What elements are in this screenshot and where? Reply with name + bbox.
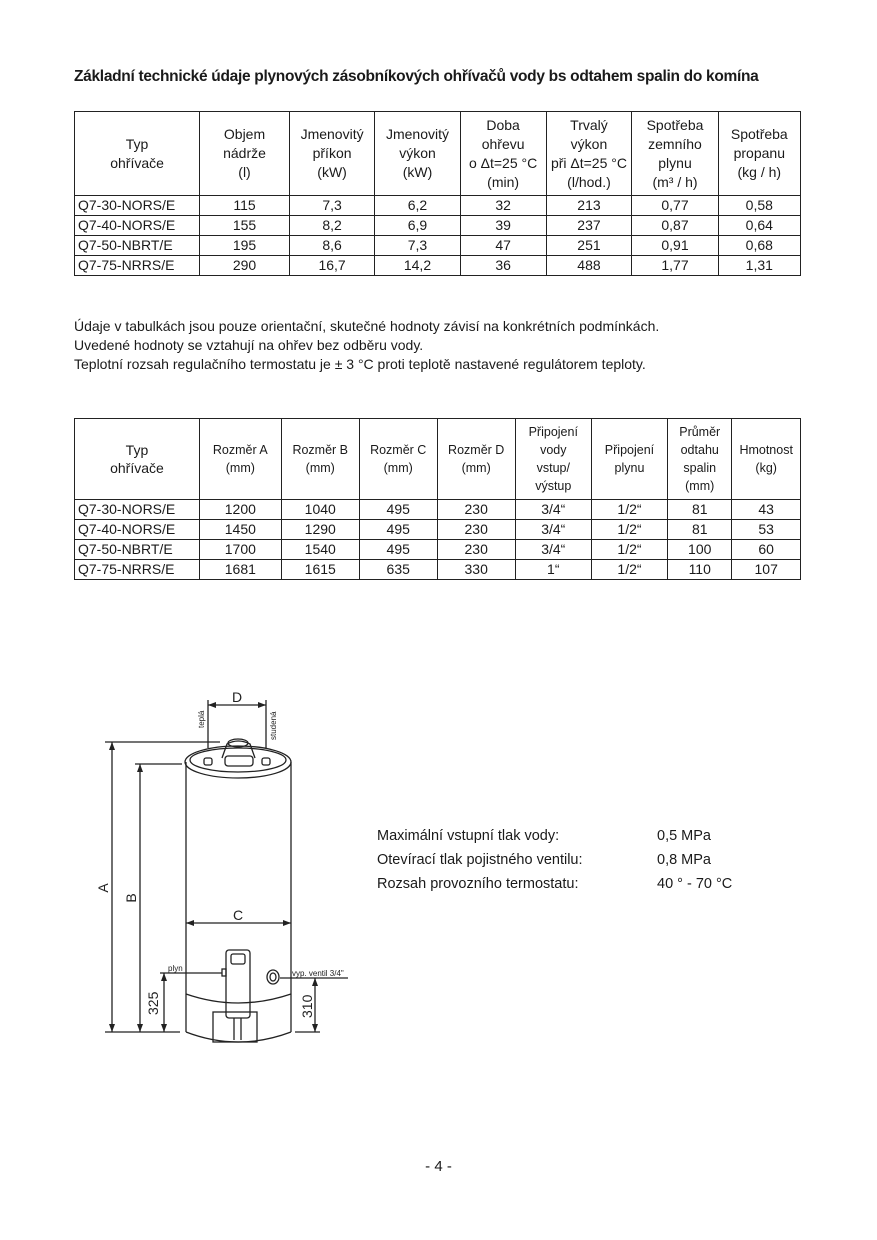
spec-value: 40 ° - 70 °C — [657, 876, 733, 892]
spec-label: Otevírací tlak pojistného ventilu: — [377, 852, 583, 868]
value-cell: 0,68 — [718, 236, 800, 256]
spec-value: 0,8 MPa — [657, 852, 711, 868]
label-hot: teplá — [197, 710, 206, 728]
model-cell: Q7-30-NORS/E — [75, 196, 200, 216]
table-row — [75, 540, 801, 560]
spec-label: Maximální vstupní tlak vody: — [377, 828, 560, 844]
value-cell: 6,2 — [375, 196, 460, 216]
header-line: výkon — [399, 145, 436, 161]
model-cell: Q7-50-NBRT/E — [75, 540, 200, 560]
value-cell: 3/4“ — [515, 500, 591, 520]
label-cold: studená — [269, 711, 278, 740]
header-line: Rozměr C — [370, 443, 427, 457]
value-cell: 43 — [732, 500, 801, 520]
value-cell: 7,3 — [375, 236, 460, 256]
label-b: B — [123, 893, 139, 903]
column-header — [289, 112, 374, 196]
page-title: Základní technické údaje plynových zásobníkových ohřívačů vody bs odtahem spalin do komína — [74, 68, 759, 85]
label-valve-height: 310 — [299, 994, 315, 1018]
header-line: Objem — [223, 126, 266, 142]
value-cell: 115 — [200, 196, 290, 216]
label-d: D — [231, 689, 243, 705]
label-gas-height: 325 — [145, 991, 161, 1015]
value-cell: 495 — [359, 520, 437, 540]
column-header — [75, 112, 200, 196]
notes — [74, 317, 659, 374]
note-line: Údaje v tabulkách jsou pouze orientační, skutečné hodnoty závisí na konkrétních podmínkách. — [74, 318, 660, 334]
header-line: ohřívače — [110, 460, 164, 476]
label-gas: plyn — [168, 964, 183, 973]
table-row — [75, 216, 801, 236]
value-cell: 488 — [546, 256, 632, 276]
column-header — [668, 419, 732, 500]
header-line: vody — [540, 443, 567, 457]
value-cell: 1040 — [281, 500, 359, 520]
value-cell: 1/2“ — [591, 520, 667, 540]
value-cell: 1“ — [515, 560, 591, 580]
column-header — [732, 419, 801, 500]
column-header — [281, 419, 359, 500]
model-cell: Q7-40-NORS/E — [75, 216, 200, 236]
header-line: Jmenovitý — [385, 126, 449, 142]
model-cell: Q7-40-NORS/E — [75, 520, 200, 540]
value-cell: 0,87 — [632, 216, 718, 236]
value-cell: 32 — [460, 196, 546, 216]
value-cell: 330 — [437, 560, 515, 580]
header-line: Rozměr A — [212, 443, 268, 457]
spec-label: Rozsah provozního termostatu: — [377, 876, 579, 892]
table-row — [75, 500, 801, 520]
value-cell: 16,7 — [289, 256, 374, 276]
value-cell: 251 — [546, 236, 632, 256]
column-header — [718, 112, 800, 196]
spec-value: 0,5 MPa — [657, 828, 711, 844]
header-line: ohřívače — [110, 154, 164, 171]
value-cell: 0,91 — [632, 236, 718, 256]
value-cell: 47 — [460, 236, 546, 256]
table-row — [75, 256, 801, 276]
header-line: o Δt=25 °C — [468, 154, 538, 171]
header-line: Připojení — [528, 425, 578, 439]
header-line: (mm) — [305, 461, 335, 475]
header-line: výstup — [535, 479, 572, 493]
dimensions-table — [74, 418, 801, 580]
header-line: (mm) — [461, 461, 491, 475]
value-cell: 60 — [732, 540, 801, 560]
header-line: Průměr — [679, 425, 721, 439]
value-cell: 100 — [668, 540, 732, 560]
value-cell: 195 — [200, 236, 290, 256]
header-line: Doba — [486, 116, 520, 133]
value-cell: 230 — [437, 500, 515, 520]
value-cell: 0,77 — [632, 196, 718, 216]
value-cell: 1540 — [281, 540, 359, 560]
table-row — [75, 520, 801, 540]
header-line: (kW) — [402, 164, 433, 180]
header-line: spalin — [683, 461, 717, 475]
header-line: Hmotnost — [739, 443, 793, 457]
column-header — [460, 112, 546, 196]
value-cell: 635 — [359, 560, 437, 580]
value-cell: 81 — [668, 500, 732, 520]
label-c: C — [232, 907, 244, 923]
value-cell: 81 — [668, 520, 732, 540]
note-line: Uvedené hodnoty se vztahují na ohřev bez odběru vody. — [74, 337, 424, 353]
value-cell: 213 — [546, 196, 632, 216]
header-line: nádrže — [223, 145, 266, 161]
column-header — [375, 112, 460, 196]
value-cell: 6,9 — [375, 216, 460, 236]
spec-row — [377, 848, 732, 872]
header-line: odtahu — [680, 443, 719, 457]
header-line: propanu — [733, 145, 785, 161]
column-header — [200, 112, 290, 196]
value-cell: 36 — [460, 256, 546, 276]
header-line: (min) — [487, 173, 520, 190]
spec-row — [377, 872, 732, 896]
value-cell: 0,58 — [718, 196, 800, 216]
value-cell: 14,2 — [375, 256, 460, 276]
header-line: plynu — [614, 461, 645, 475]
value-cell: 3/4“ — [515, 540, 591, 560]
header-line: ohřevu — [481, 135, 525, 152]
header-line: plynu — [658, 154, 692, 171]
value-cell: 1/2“ — [591, 560, 667, 580]
value-cell: 1681 — [199, 560, 281, 580]
value-cell: 1615 — [281, 560, 359, 580]
header-line: (mm) — [225, 461, 255, 475]
column-header — [632, 112, 718, 196]
column-header — [515, 419, 591, 500]
spec-list — [377, 824, 732, 896]
model-cell: Q7-75-NRRS/E — [75, 560, 200, 580]
model-cell: Q7-75-NRRS/E — [75, 256, 200, 276]
value-cell: 1200 — [199, 500, 281, 520]
value-cell: 107 — [732, 560, 801, 580]
value-cell: 53 — [732, 520, 801, 540]
header-line: Jmenovitý — [300, 126, 364, 142]
value-cell: 0,64 — [718, 216, 800, 236]
value-cell: 1,31 — [718, 256, 800, 276]
value-cell: 1290 — [281, 520, 359, 540]
spec-row — [377, 824, 732, 848]
header-line: Připojení — [604, 443, 655, 457]
header-line: (m³ / h) — [652, 173, 698, 190]
value-cell: 1450 — [199, 520, 281, 540]
value-cell: 290 — [200, 256, 290, 276]
model-cell: Q7-50-NBRT/E — [75, 236, 200, 256]
technical-data-table — [74, 111, 801, 276]
header-line: (kW) — [317, 164, 347, 180]
column-header — [546, 112, 632, 196]
header-line: (kg) — [755, 461, 777, 475]
header-line: (l/hod.) — [567, 173, 611, 190]
label-valve: vyp. ventil 3/4" — [292, 969, 344, 978]
header-line: při Δt=25 °C — [550, 154, 627, 171]
header-line: vstup/ — [536, 461, 570, 475]
label-a: A — [95, 883, 111, 893]
value-cell: 3/4“ — [515, 520, 591, 540]
header-line: Typ — [125, 442, 149, 458]
value-cell: 155 — [200, 216, 290, 236]
header-line: Trvalý — [570, 116, 608, 133]
value-cell: 1/2“ — [591, 500, 667, 520]
value-cell: 495 — [359, 540, 437, 560]
value-cell: 8,2 — [289, 216, 374, 236]
header-line: (kg / h) — [737, 164, 782, 180]
value-cell: 110 — [668, 560, 732, 580]
header-line: Typ — [125, 135, 149, 152]
column-header — [437, 419, 515, 500]
header-line: (mm) — [383, 461, 413, 475]
column-header — [591, 419, 667, 500]
note-line: Teplotní rozsah regulačního termostatu je ± 3 °C proti teplotě nastavené regulátorem teploty. — [74, 356, 646, 372]
model-cell: Q7-30-NORS/E — [75, 500, 200, 520]
column-header — [75, 419, 200, 500]
header-line: Rozměr D — [448, 443, 505, 457]
value-cell: 495 — [359, 500, 437, 520]
header-line: Spotřeba — [646, 116, 704, 133]
column-header — [199, 419, 281, 500]
header-line: zemního — [648, 135, 702, 152]
header-line: (mm) — [685, 479, 715, 493]
table-row — [75, 236, 801, 256]
value-cell: 8,6 — [289, 236, 374, 256]
table-row — [75, 560, 801, 580]
header-line: Rozměr B — [292, 443, 349, 457]
table-row — [75, 196, 801, 216]
value-cell: 1/2“ — [591, 540, 667, 560]
value-cell: 230 — [437, 520, 515, 540]
value-cell: 39 — [460, 216, 546, 236]
value-cell: 237 — [546, 216, 632, 236]
column-header — [359, 419, 437, 500]
header-line: výkon — [570, 135, 608, 152]
value-cell: 1,77 — [632, 256, 718, 276]
heater-diagram — [90, 680, 370, 1050]
value-cell: 1700 — [199, 540, 281, 560]
header-line: příkon — [312, 145, 352, 161]
header-line: (l) — [238, 164, 251, 180]
page-number: - 4 - — [425, 1158, 452, 1175]
value-cell: 7,3 — [289, 196, 374, 216]
header-line: Spotřeba — [730, 126, 788, 142]
value-cell: 230 — [437, 540, 515, 560]
